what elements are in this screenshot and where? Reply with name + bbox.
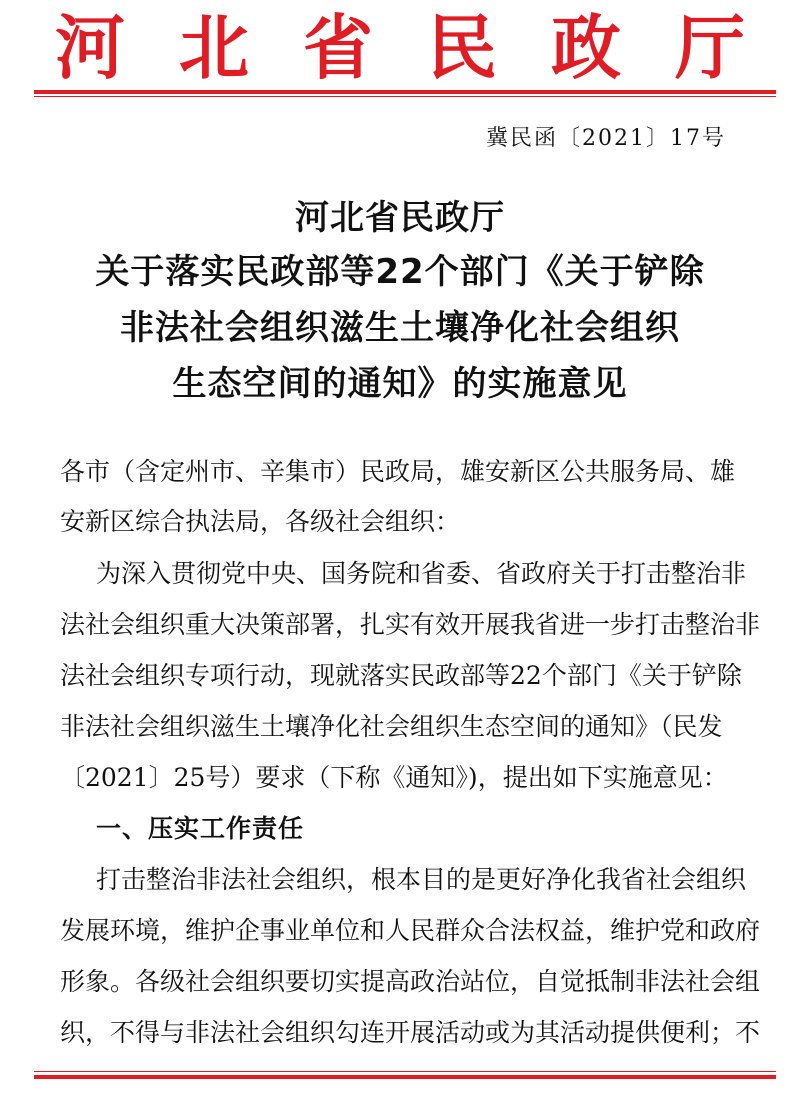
section-heading: 一、压实工作责任 bbox=[96, 814, 305, 843]
paragraph-line: 织，不得与非法社会组织勾连开展活动或为其活动提供便利；不 bbox=[60, 1018, 761, 1047]
paragraph-line: 非法社会组织滋生土壤净化社会组织生态空间的通知》（民发 bbox=[60, 712, 723, 741]
paragraph-line: 法社会组织重大决策部署，扎实有效开展我省进一步打击整治非 bbox=[60, 610, 761, 639]
letterhead-red-rule-thick bbox=[34, 90, 776, 94]
footer-red-rule-thick bbox=[34, 1075, 776, 1079]
paragraph-line: 形象。各级社会组织要切实提高政治站位，自觉抵制非法社会组 bbox=[60, 967, 761, 996]
addressee-line: 各市（含定州市、辛集市）民政局，雄安新区公共服务局、雄 bbox=[60, 457, 736, 486]
paragraph-line: 为深入贯彻党中央、国务院和省委、省政府关于打击整治非 bbox=[96, 559, 747, 588]
paragraph-line: 打击整治非法社会组织，根本目的是更好净化我省社会组织 bbox=[96, 865, 747, 894]
document-title-line: 关于落实民政部等22个部门《关于铲除 bbox=[95, 252, 705, 292]
letterhead-red-rule-thin bbox=[34, 96, 776, 97]
document-number: 冀民函〔2021〕17号 bbox=[486, 126, 726, 151]
document-title-line: 非法社会组织滋生土壤净化社会组织 bbox=[120, 308, 680, 348]
addressee-line: 安新区综合执法局，各级社会组织： bbox=[60, 507, 461, 536]
document-title-line: 生态空间的通知》的实施意见 bbox=[172, 364, 628, 404]
paragraph-line: 〔2021〕25号）要求（下称《通知》)，提出如下实施意见： bbox=[60, 763, 728, 792]
footer-red-rule-thin bbox=[34, 1071, 776, 1072]
document-title-line: 河北省民政厅 bbox=[295, 198, 505, 238]
paragraph-line: 法社会组织专项行动，现就落实民政部等22个部门《关于铲除 bbox=[60, 661, 742, 690]
letterhead-agency-name: 河北省民政厅 bbox=[55, 7, 799, 89]
paragraph-line: 发展环境，维护企事业单位和人民群众合法权益，维护党和政府 bbox=[60, 916, 761, 945]
